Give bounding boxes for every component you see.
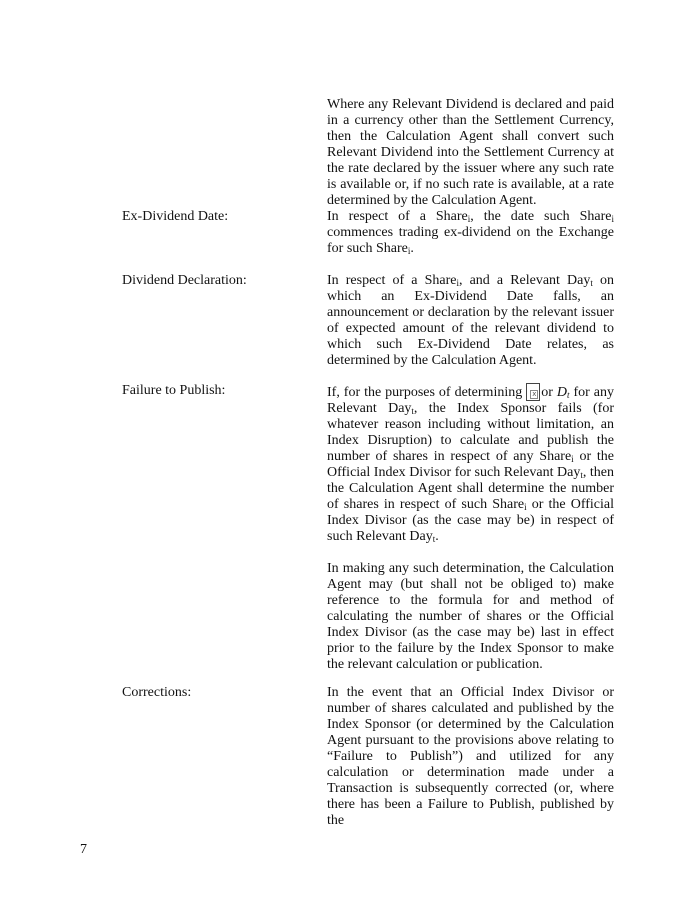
section-body bbox=[327, 97, 614, 209]
subscript: t bbox=[590, 278, 593, 288]
subscript: i bbox=[524, 502, 527, 512]
image-alt-text: x bbox=[532, 390, 537, 398]
text-run: In respect of a Share bbox=[327, 209, 468, 224]
section-body bbox=[327, 273, 614, 369]
section-body bbox=[327, 209, 614, 257]
broken-image-icon bbox=[526, 383, 540, 401]
section-label: Failure to Publish: bbox=[122, 383, 226, 398]
paragraph: Where any Relevant Dividend is declared and paid in a currency other than the Settlement Currency, then the Calculation Agent shall convert such Relevant Dividend into the Settlement Currency at the rate declared by the issuer where any such rate is available or, if no such rate is available, at a rate determined by the Calculation Agent. bbox=[327, 97, 614, 208]
text-run: . bbox=[410, 241, 414, 256]
text-run: for any Relevant Day bbox=[327, 385, 614, 416]
text-run: , and a Relevant Day bbox=[458, 273, 591, 288]
subscript: i bbox=[456, 278, 459, 288]
text-run: on which an Ex-Dividend Date falls, an announcement or declaration by the relevant issuer of expected amount of the relevant dividend to which such Ex-Dividend Date relates, as determined by the Calculation Agent. bbox=[327, 273, 615, 368]
subscript: i bbox=[407, 246, 411, 256]
math-variable: D bbox=[556, 385, 567, 400]
section-label: Ex-Dividend Date: bbox=[122, 209, 229, 224]
text-run: or the Official Index Divisor for such Relevant Day bbox=[327, 449, 614, 480]
section-label: Dividend Declaration: bbox=[122, 273, 247, 288]
subscript: i bbox=[467, 214, 471, 224]
section-label: Corrections: bbox=[122, 685, 192, 700]
subscript: t bbox=[432, 534, 436, 544]
paragraph: In making any such determination, the Calculation Agent may (but shall not be obliged to) make reference to the formula for and method of calculating the number of shares or the Official Index Divisor (as the case may be) last in effect prior to the failure by the Index Sponsor to make the relevant calculation or publication. bbox=[327, 561, 614, 672]
text-run: . bbox=[435, 529, 439, 544]
section-body bbox=[327, 383, 614, 673]
text-run: , then the Calculation Agent shall determine the number of shares in respect of such Share bbox=[327, 465, 614, 512]
text-run: , the Index Sponsor fails (for whatever reason including without limitation, an Index Disruption) to calculate and publish the number of shares in respect of any Share bbox=[327, 401, 614, 464]
section-body bbox=[327, 685, 614, 829]
paragraph: In the event that an Official Index Divisor or number of shares calculated and published by the Index Sponsor (or determined by the Calculation Agent pursuant to the provisions above relating to “Failure to Publish”) and utilized for any calculation or determination made under a Transaction is subsequently corrected (or, where there has been a Failure to Publish, published by the bbox=[327, 685, 614, 828]
paragraph bbox=[327, 273, 614, 369]
page-number: 7 bbox=[80, 842, 87, 857]
subscript: i bbox=[571, 454, 574, 464]
subscript: i bbox=[611, 214, 614, 224]
subscript: t bbox=[411, 406, 414, 416]
text-run: or bbox=[541, 385, 557, 400]
subscript: t bbox=[566, 390, 570, 400]
text-run: If, for the purposes of determining bbox=[327, 385, 527, 400]
paragraph bbox=[327, 383, 614, 545]
text-run: commences trading ex-dividend on the Exchange for such Share bbox=[327, 225, 614, 256]
paragraph bbox=[327, 209, 614, 257]
subscript: t bbox=[580, 470, 583, 480]
text-run: or the Official Index Divisor (as the case may be) in respect of such Relevant Day bbox=[327, 497, 614, 544]
text-run: , the date such Share bbox=[470, 209, 612, 224]
text-run: In respect of a Share bbox=[327, 273, 457, 288]
